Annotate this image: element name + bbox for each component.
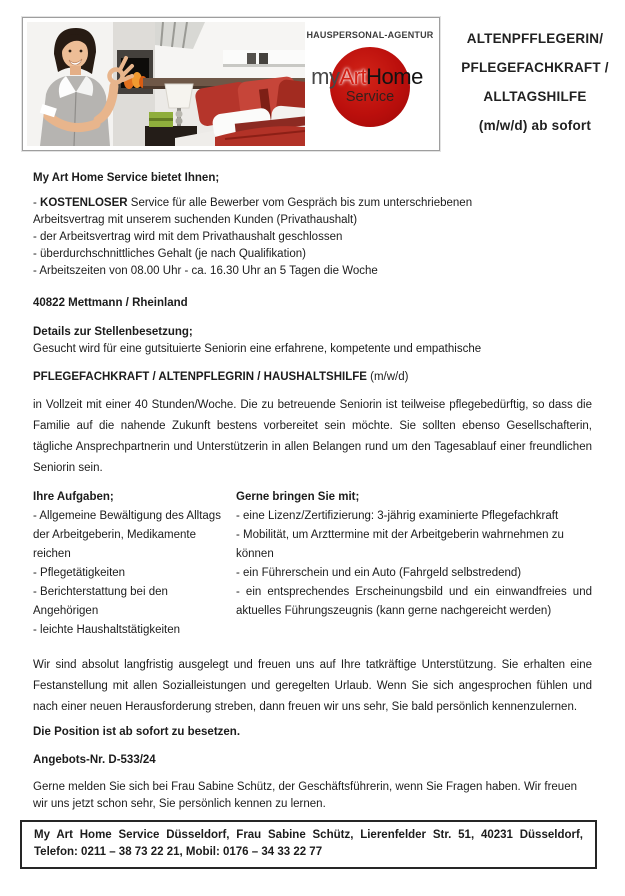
offer-item: [33, 195, 533, 229]
qualification-item: - eine Lizenz/Zertifizierung: 3-jährig examinierte Pflegefachkraft: [236, 510, 559, 522]
document-body: [33, 170, 592, 869]
job-description: in Vollzeit mit einer 40 Stunden/Woche. Die zu betreuende Seniorin ist teilweise pflegebedürftig, so dass die Familie auf die nahende Zukunft bestens vorbereitet sein möchte. Sie sollten ebenso Gesellschafterin, tägliche Ansprechpartnerin und Unterstützerin in allen Belangen rund um den Tagesablauf einer freundlichen Seniorin sein.: [33, 399, 592, 474]
qualification-item: - ein Führerschein und ein Auto (Fahrgeld selbstredend): [236, 567, 522, 579]
interior-illustration: [113, 22, 305, 146]
company-banner: [22, 17, 440, 151]
qualification-item: - ein entsprechendes Erscheinungsbild und ein einwandfreies und aktuelles Führungszeugnis (kann gerne nachgereicht werden): [236, 586, 592, 617]
company-logo: [295, 64, 439, 90]
offer-item-text: Service für alle Bewerber vom Gespräch bis zum unterschriebenen Arbeitsvertrag mit unserem suchenden Kunden (Privathaushalt): [33, 197, 473, 226]
contact-note: Gerne melden Sie sich bei Frau Sabine Schütz, der Geschäftsführerin, wenn Sie Fragen haben. Wir freuen wir uns jetzt schon sehr, Sie persönlich kennen zu lernen.: [33, 781, 577, 810]
closing-paragraph: Wir sind absolut langfristig ausgelegt und freuen uns auf Ihre tatkräftige Unterstützung. Sie erhalten eine Festanstellung mit allen Sozialleistungen und geregelten Urlaub. Wenn Sie sich angesprochen fühlen und nach einer neuen Herausforderung streben, dann freuen wir uns sehr, Sie bald persönlich kennenzulernen.: [33, 659, 592, 713]
details-heading: Details zur Stellenbesetzung;: [33, 326, 193, 338]
tasks-heading: Ihre Aufgaben;: [33, 491, 114, 503]
headline-line: (m/w/d) ab sofort: [478, 118, 592, 133]
position-availability-note: Die Position ist ab sofort zu besetzen.: [33, 726, 241, 738]
agency-label: HAUSPERSONAL-AGENTUR: [306, 30, 434, 40]
logo-text-art: Art: [339, 64, 367, 89]
header: [22, 17, 620, 151]
header-photo: [27, 22, 305, 146]
contact-address-box: My Art Home Service Düsseldorf, Frau Sabine Schütz, Lierenfelder Str. 51, 40231 Düsseldorf, Telefon: 0211 – 38 73 22 21, Mobil: 0176 – 34 33 22 77: [20, 820, 597, 869]
task-item: - Berichterstattung bei den Angehörigen: [33, 586, 168, 617]
job-title-bold: PFLEGEFACHKRAFT / ALTENPFLEGRIN / HAUSHALTSHILFE: [33, 371, 367, 383]
qualifications-heading: Gerne bringen Sie mit;: [236, 491, 360, 503]
headline-line: PFLEGEFACHKRAFT /: [461, 60, 609, 75]
logo-panel: [305, 22, 435, 146]
offer-item: - Arbeitszeiten von 08.00 Uhr - ca. 16.30 Uhr an 5 Tagen die Woche: [33, 265, 378, 277]
headline-line: ALLTAGSHILFE: [483, 89, 587, 104]
offers-heading: My Art Home Service bietet Ihnen;: [33, 172, 220, 184]
logo-text-home: Home: [366, 64, 423, 89]
offer-item: - der Arbeitsvertrag wird mit dem Privathaushalt geschlossen: [33, 231, 343, 243]
details-intro: Gesucht wird für eine gutsituierte Seniorin eine erfahrene, kompetente und empathische: [33, 343, 482, 355]
job-title-line: [33, 369, 592, 386]
task-item: - Pflegetätigkeiten: [33, 567, 126, 579]
logo-text-my: my: [311, 64, 340, 89]
location-line: 40822 Mettmann / Rheinland: [33, 297, 188, 309]
two-column-section: [33, 488, 592, 640]
headline-line: ALTENPFFLEGERIN/: [466, 31, 604, 46]
offer-item-prefix: -: [33, 197, 41, 209]
task-item: - Allgemeine Bewältigung des Alltags der Arbeitgeberin, Medikamente reichen: [33, 510, 221, 560]
tasks-column: [33, 488, 230, 640]
offer-item: - überdurchschnittliches Gehalt (je nach Qualifikation): [33, 248, 306, 260]
offers-list: [33, 195, 592, 280]
offer-item-bold: KOSTENLOSER: [40, 197, 128, 209]
qualifications-column: [236, 488, 592, 640]
job-title-suffix: (m/w/d): [366, 371, 409, 383]
offer-number: Angebots-Nr. D-533/24: [33, 754, 156, 766]
qualification-item: - Mobilität, um Arzttermine mit der Arbeitgeberin wahrnehmen zu können: [236, 529, 564, 560]
job-title-headline: [440, 17, 620, 151]
task-item: - leichte Haushaltstätigkeiten: [33, 624, 181, 636]
logo-text-service: Service: [345, 89, 395, 105]
